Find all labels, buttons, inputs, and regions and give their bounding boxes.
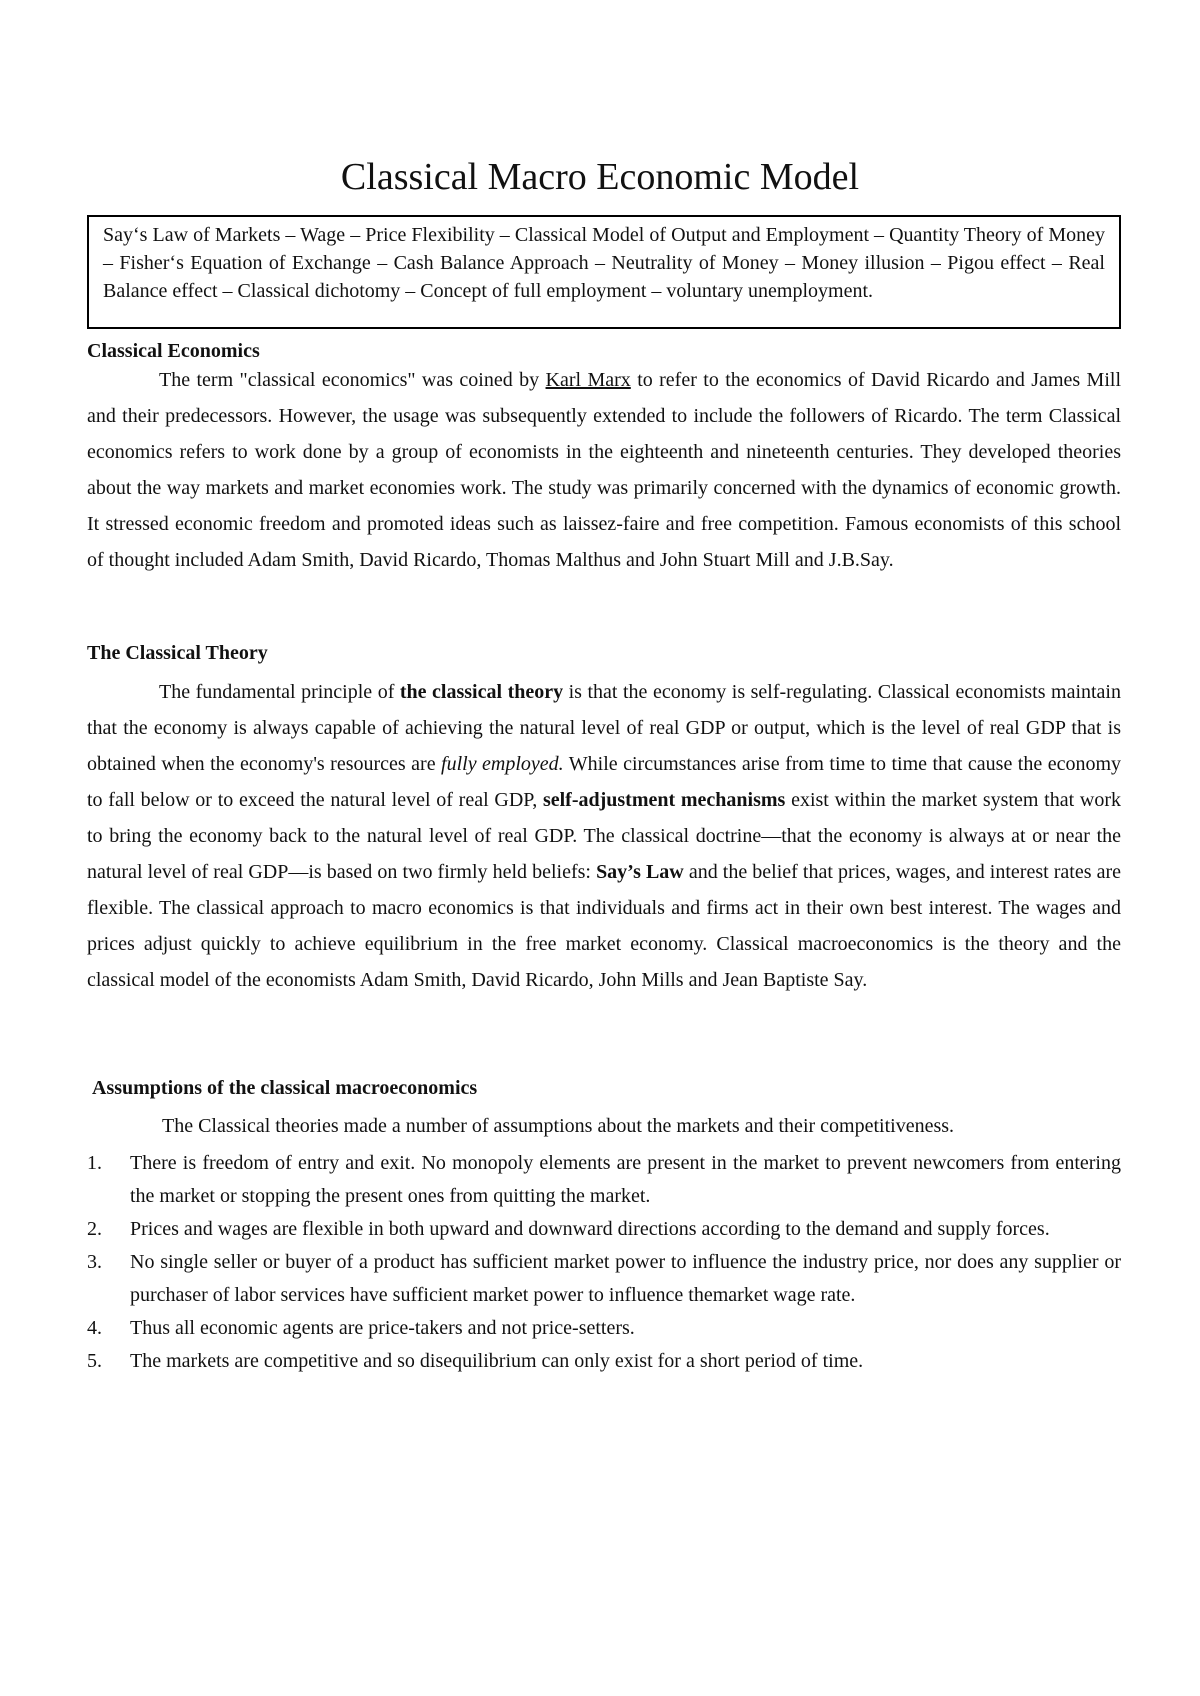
section-heading-assumptions: Assumptions of the classical macroeconomics — [92, 1077, 478, 1099]
page-title: Classical Macro Economic Model — [340, 156, 860, 198]
list-item-text: Thus all economic agents are price-takers and not price-setters. — [130, 1317, 635, 1339]
karl-marx-link[interactable]: Karl Marx — [545, 369, 631, 391]
list-item-number: 1. — [87, 1152, 102, 1174]
list-item-text: Prices and wages are flexible in both upward and downward directions according to the demand and supply forces. — [130, 1218, 1050, 1240]
list-item-number: 2. — [87, 1218, 102, 1240]
list-item-text: No single seller or buyer of a product has sufficient market power to influence the industry price, nor does any supplier or purchaser of labor services have sufficient market power to influence themarket wage rate. — [130, 1251, 1121, 1306]
list-item — [87, 1312, 1121, 1345]
topics-box: Say‘s Law of Markets – Wage – Price Flexibility – Classical Model of Output and Employment – Quantity Theory of Money – Fisher‘s Equation of Exchange – Cash Balance Approach – Neutrality of Money – Money illusion – Pigou effect – Real Balance effect – Classical dichotomy – Concept of full employment – voluntary unemployment. — [87, 215, 1121, 329]
list-item-text: There is freedom of entry and exit. No monopoly elements are present in the market to prevent newcomers from entering the market or stopping the present ones from quitting the market. — [130, 1152, 1121, 1207]
paragraph-classical-theory — [87, 674, 1121, 998]
emphasis-self-adjustment: self-adjustment mechanisms — [542, 789, 786, 811]
list-item-text: The markets are competitive and so disequilibrium can only exist for a short period of time. — [130, 1350, 864, 1372]
paragraph-text: to refer to the economics of David Ricardo and James Mill and their predecessors. However, the usage was subsequently extended to include the followers of Ricardo. The term Classical economics refers to work done by a group of economists in the eighteenth and nineteenth centuries. They developed theories about the way markets and market economies work. The study was primarily concerned with the dynamics of economic growth. It stressed economic freedom and promoted ideas such as laissez-faire and free competition. Famous economists of this school of thought included Adam Smith, David Ricardo, Thomas Malthus and John Stuart Mill and J.B.Say. — [87, 369, 1122, 571]
emphasis-classical-theory: the classical theory — [399, 681, 564, 703]
paragraph-text: The term "classical economics" was coined by — [159, 369, 546, 391]
emphasis-says-law: Say’s Law — [596, 861, 684, 883]
paragraph-text: exist within the market system that work to bring the economy back to the natural level of real GDP. The classical doctrine—that the economy is always at or near the natural level of real GDP—is based on two firmly held beliefs: — [87, 789, 1121, 883]
list-item — [87, 1147, 1121, 1213]
assumptions-list — [87, 1147, 1121, 1378]
list-item-number: 5. — [87, 1350, 102, 1372]
paragraph-text: and the belief that prices, wages, and interest rates are flexible. The classical approach to macro economics is that individuals and firms act in their own best interest. The wages and prices adjust quickly to achieve equilibrium in the free market economy. Classical macroeconomics is the theory and the classical model of the economists Adam Smith, David Ricardo, John Mills and Jean Baptiste Say. — [87, 861, 1121, 991]
list-item — [87, 1345, 1121, 1378]
paragraph-text: While circumstances arise from time to time that cause the economy to fall below or to exceed the natural level of real GDP, — [87, 753, 1122, 811]
section-heading-classical-economics: Classical Economics — [87, 340, 260, 362]
section-heading-classical-theory: The Classical Theory — [87, 642, 268, 664]
list-item — [87, 1213, 1121, 1246]
paragraph-classical-economics — [87, 362, 1121, 578]
list-item-number: 3. — [87, 1251, 102, 1273]
list-item-number: 4. — [87, 1317, 102, 1339]
emphasis-fully-employed: fully employed. — [441, 753, 564, 775]
assumptions-intro: The Classical theories made a number of assumptions about the markets and their competitiveness. — [162, 1115, 955, 1137]
list-item — [87, 1246, 1121, 1312]
paragraph-text: is that the economy is self-regulating. Classical economists maintain that the economy is always capable of achieving the natural level of real GDP or output, which is the level of real GDP that is obtained when the economy's resources are — [87, 681, 1121, 775]
paragraph-text: The fundamental principle of — [159, 681, 400, 703]
